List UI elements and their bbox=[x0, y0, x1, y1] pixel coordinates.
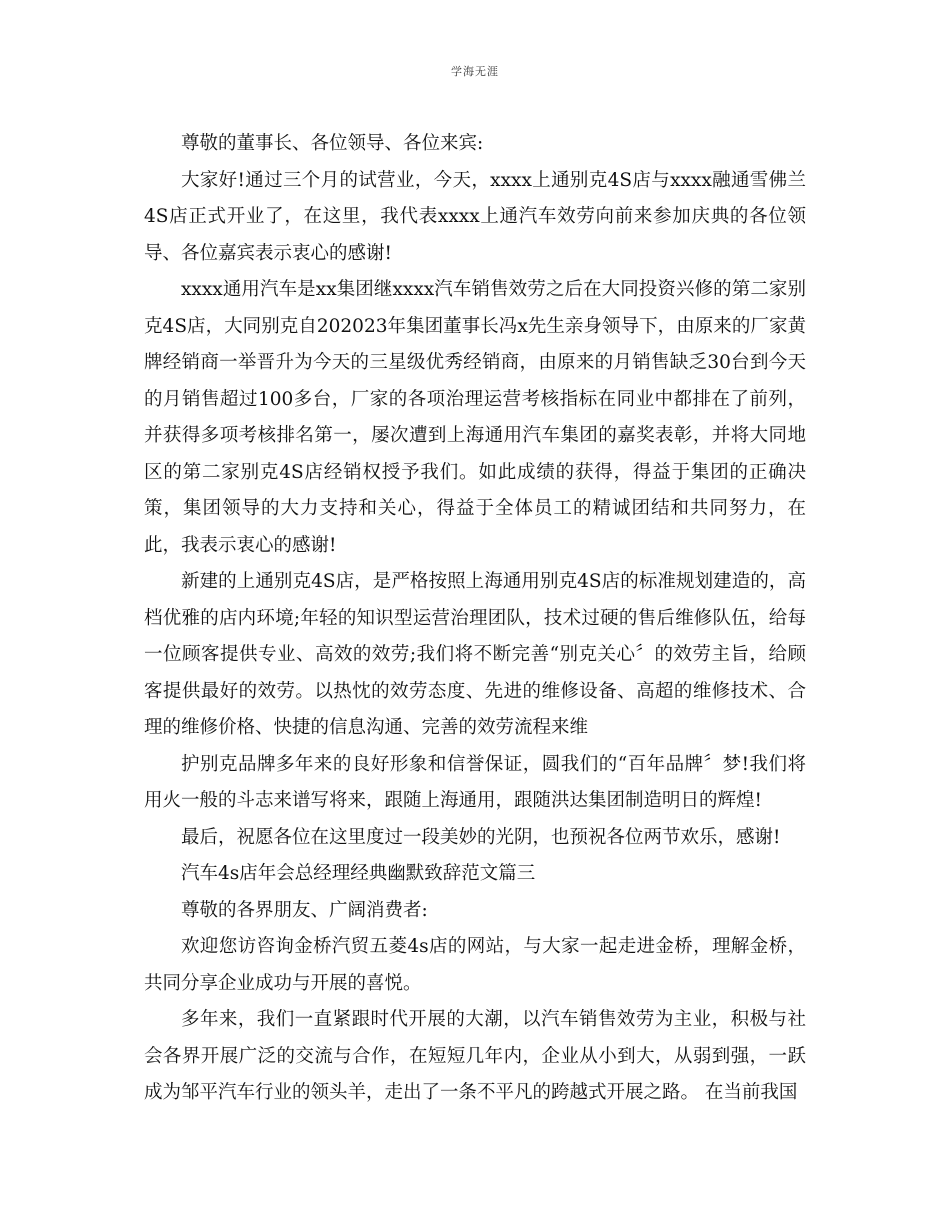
section-title: 汽车4s店年会总经理经典幽默致辞范文篇三 bbox=[181, 863, 536, 884]
paragraph-greeting-2: 尊敬的各界朋友、广阔消费者: bbox=[181, 899, 428, 921]
paragraph-opening: 大家好!通过三个月的试营业，今天，xxxx上通别克4S店与xxxx融通雪佛兰4S店正式开业了，在这里，我代表xxxx上通汽车效劳向前来参加庆典的各位领导、各位嘉宾表示衷心的感谢! bbox=[144, 169, 806, 264]
page-header: 学海无涯 bbox=[451, 65, 499, 78]
paragraph-new-store: 新建的上通别克4S店，是严格按照上海通用别克4S店的标准规划建造的，高档优雅的店内环境;年轻的知识型运营治理团队，技术过硬的售后维修队伍，给每一位顾客提供专业、高效的效劳;我们将不断完善“别克关心〞的效劳主旨，给顾客提供最好的效劳。以热忱的效劳态度、先进的维修设备、高超的维修技术、合理的维修价格、快捷的信息沟通、完善的效劳流程来维 bbox=[144, 571, 806, 738]
paragraph-welcome: 欢迎您访咨询金桥汽贸五菱4s店的网站，与大家一起走进金桥，理解金桥，共同分享企业成功与开展的喜悦。 bbox=[144, 936, 806, 994]
paragraph-company-history: xxxx通用汽车是xx集团继xxxx汽车销售效劳之后在大同投资兴修的第二家别克4S店，大同别克自202023年集团董事长冯x先生亲身领导下，由原来的厂家黄牌经销商一举晋升为今天的三星级优秀经销商，由原来的月销售缺乏30台到今天的月销售超过100多台，厂家的各项治理运营考核指标在同业中都排在了前列，并获得多项考核排名第一，屡次遭到上海通用汽车集团的嘉奖表彰，并将大同地区的第二家别克4S店经销权授予我们。如此成绩的获得，得益于集团的正确决策，集团领导的大力支持和关心，得益于全体员工的精诚团结和共同努力，在此，我表示衷心的感谢! bbox=[144, 279, 806, 556]
document-body bbox=[144, 126, 806, 1112]
paragraph-development: 多年来，我们一直紧跟时代开展的大潮，以汽车销售效劳为主业，积极与社会各界开展广泛的交流与合作，在短短几年内，企业从小到大，从弱到强，一跃成为邹平汽车行业的领头羊，走出了一条不平凡的跨越式开展之路。 在当前我国 bbox=[144, 1009, 806, 1103]
paragraph-closing: 最后，祝愿各位在这里度过一段美妙的光阴，也预祝各位两节欢乐，感谢! bbox=[181, 826, 781, 848]
paragraph-greeting: 尊敬的董事长、各位领导、各位来宾: bbox=[181, 133, 484, 154]
paragraph-brand: 护别克品牌多年来的良好形象和信誉保证，圆我们的“百年品牌〞梦!我们将用火一般的斗志来谱写将来，跟随上海通用，跟随洪达集团制造明日的辉煌! bbox=[144, 753, 806, 811]
